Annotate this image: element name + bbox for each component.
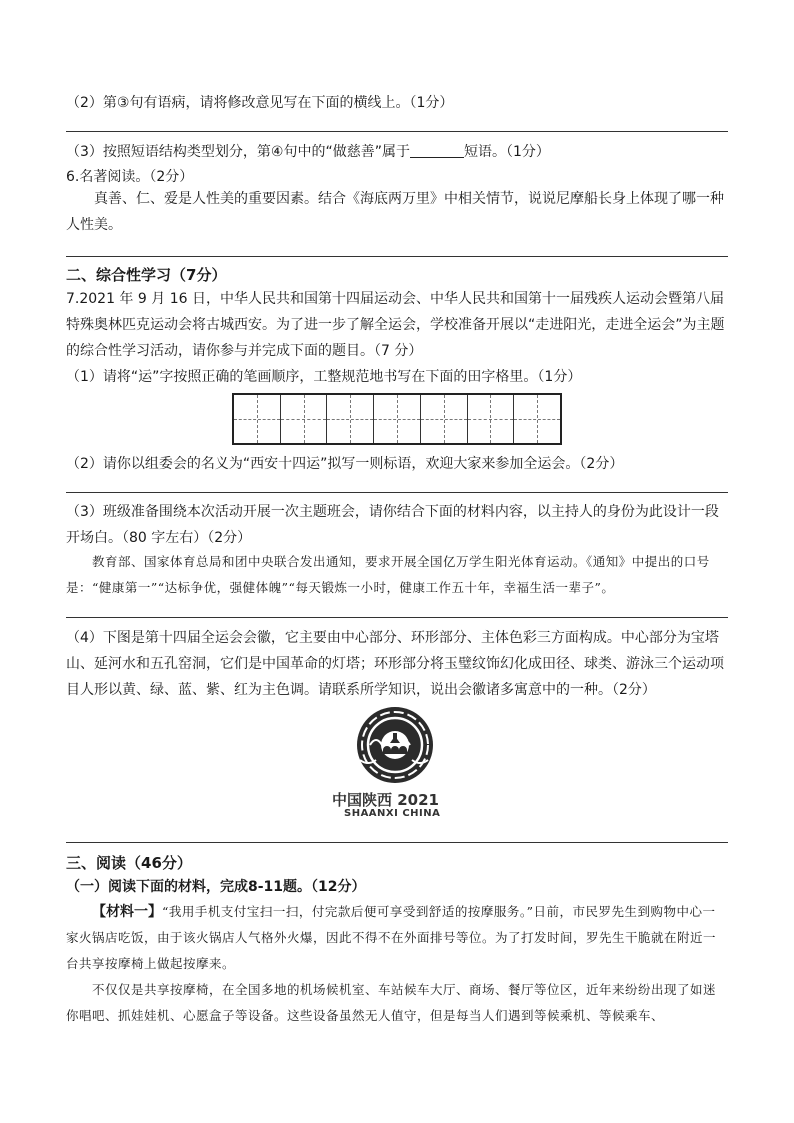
- grid-cell[interactable]: [514, 395, 560, 443]
- answer-line[interactable]: [66, 256, 728, 257]
- q6-title: 6.名著阅读。（2分）: [66, 169, 194, 185]
- emblem-caption-en: SHAANXI CHINA: [344, 808, 441, 819]
- grid-cell[interactable]: [421, 395, 468, 443]
- grid-cell[interactable]: [374, 395, 421, 443]
- section-divider: [66, 842, 728, 843]
- reading-part-heading: （一）阅读下面的材料，完成8-11题。（12分）: [66, 879, 366, 895]
- answer-blank[interactable]: [410, 143, 464, 158]
- q5-sub3: [66, 141, 550, 161]
- answer-line[interactable]: [66, 131, 728, 132]
- games-emblem: [332, 705, 450, 820]
- q6-body: 真善、仁、爱是人性美的重要因素。结合《海底两万里》中相关情节，说说尼摩船长身上体现了哪一种人性美。: [66, 191, 724, 233]
- tianzige-grid[interactable]: [232, 393, 562, 445]
- q5-sub2: （2）第③句有语病，请将修改意见写在下面的横线上。（1分）: [66, 95, 454, 111]
- q7-sub1: （1）请将“运”字按照正确的笔画顺序，工整规范地书写在下面的田字格里。（1分）: [66, 369, 582, 385]
- section-heading: 三、阅读（46分）: [66, 854, 192, 872]
- material1-paragraph: [66, 899, 728, 977]
- q7-intro: 7.2021 年 9 月 16 日，中华人民共和国第十四届运动会、中华人民共和国第十一届残疾人运动会暨第八届特殊奥林匹克运动会将古城西安。为了进一步了解全运会，学校准备开展以“走进阳光，走进全运会”为主题的综合性学习活动，请你参与并完成下面的题目。（7 分）: [66, 291, 725, 359]
- material1-text: “我用手机支付宝扫一扫，付完款后便可享受到舒适的按摩服务。”日前，市民罗先生到购物中心一家火锅店吃饭，由于该火锅店人气格外火爆，因此不得不在外面排号等位。为了打发时间，罗先生干脆就在附近一台共享按摩椅上做起按摩来。: [66, 904, 717, 971]
- q7-sub3: （3）班级准备围绕本次活动开展一次主题班会，请你结合下面的材料内容，以主持人的身份为此设计一段开场白。（80 字左右）（2分）: [66, 504, 719, 546]
- q7-sub4: （4）下图是第十四届全运会会徽，它主要由中心部分、环形部分、主体色彩三方面构成。中心部分为宝塔山、延河水和五孔窑洞，它们是中国革命的灯塔；环形部分将玉璧纹饰幻化成田径、球类、游泳三个运动项目人形以黄、绿、蓝、紫、红为主色调。请联系所学知识，说出会徽诸多寓意中的一种。（2分）: [66, 630, 724, 698]
- answer-line[interactable]: [66, 617, 728, 618]
- q5-sub3-after: 短语。（1分）: [463, 144, 550, 160]
- material1-label: 【材料一】: [92, 904, 162, 920]
- grid-cell[interactable]: [327, 395, 374, 443]
- section-heading: 二、综合性学习（7分）: [66, 266, 227, 284]
- material1-paragraph-2: 不仅仅是共享按摩椅，在全国多地的机场候机室、车站候车大厅、商场、餐厅等位区，近年来纷纷出现了如迷你唱吧、抓娃娃机、心愿盒子等设备。这些设备虽然无人值守，但是每当人们遇到等候乘机、等候乘车、: [66, 982, 717, 1023]
- emblem-caption-cn: 中国陕西 2021: [332, 791, 439, 809]
- grid-cell[interactable]: [281, 395, 328, 443]
- q7-sub2: （2）请你以组委会的名义为“西安十四运”拟写一则标语，欢迎大家来参加全运会。（2分）: [66, 456, 624, 472]
- q7-sub3-material: 教育部、国家体育总局和团中央联合发出通知，要求开展全国亿万学生阳光体育运动。《通知》中提出的口号是：“健康第一”“达标争优，强健体魄”“每天锻炼一小时，健康工作五十年，幸福生活一辈子”。: [66, 554, 710, 595]
- q5-sub3-before: （3）按照短语结构类型划分，第④句中的“做慈善”属于: [66, 144, 410, 160]
- emblem-icon: [340, 705, 450, 785]
- answer-line[interactable]: [66, 492, 728, 493]
- grid-cell[interactable]: [468, 395, 515, 443]
- grid-cell[interactable]: [234, 395, 281, 443]
